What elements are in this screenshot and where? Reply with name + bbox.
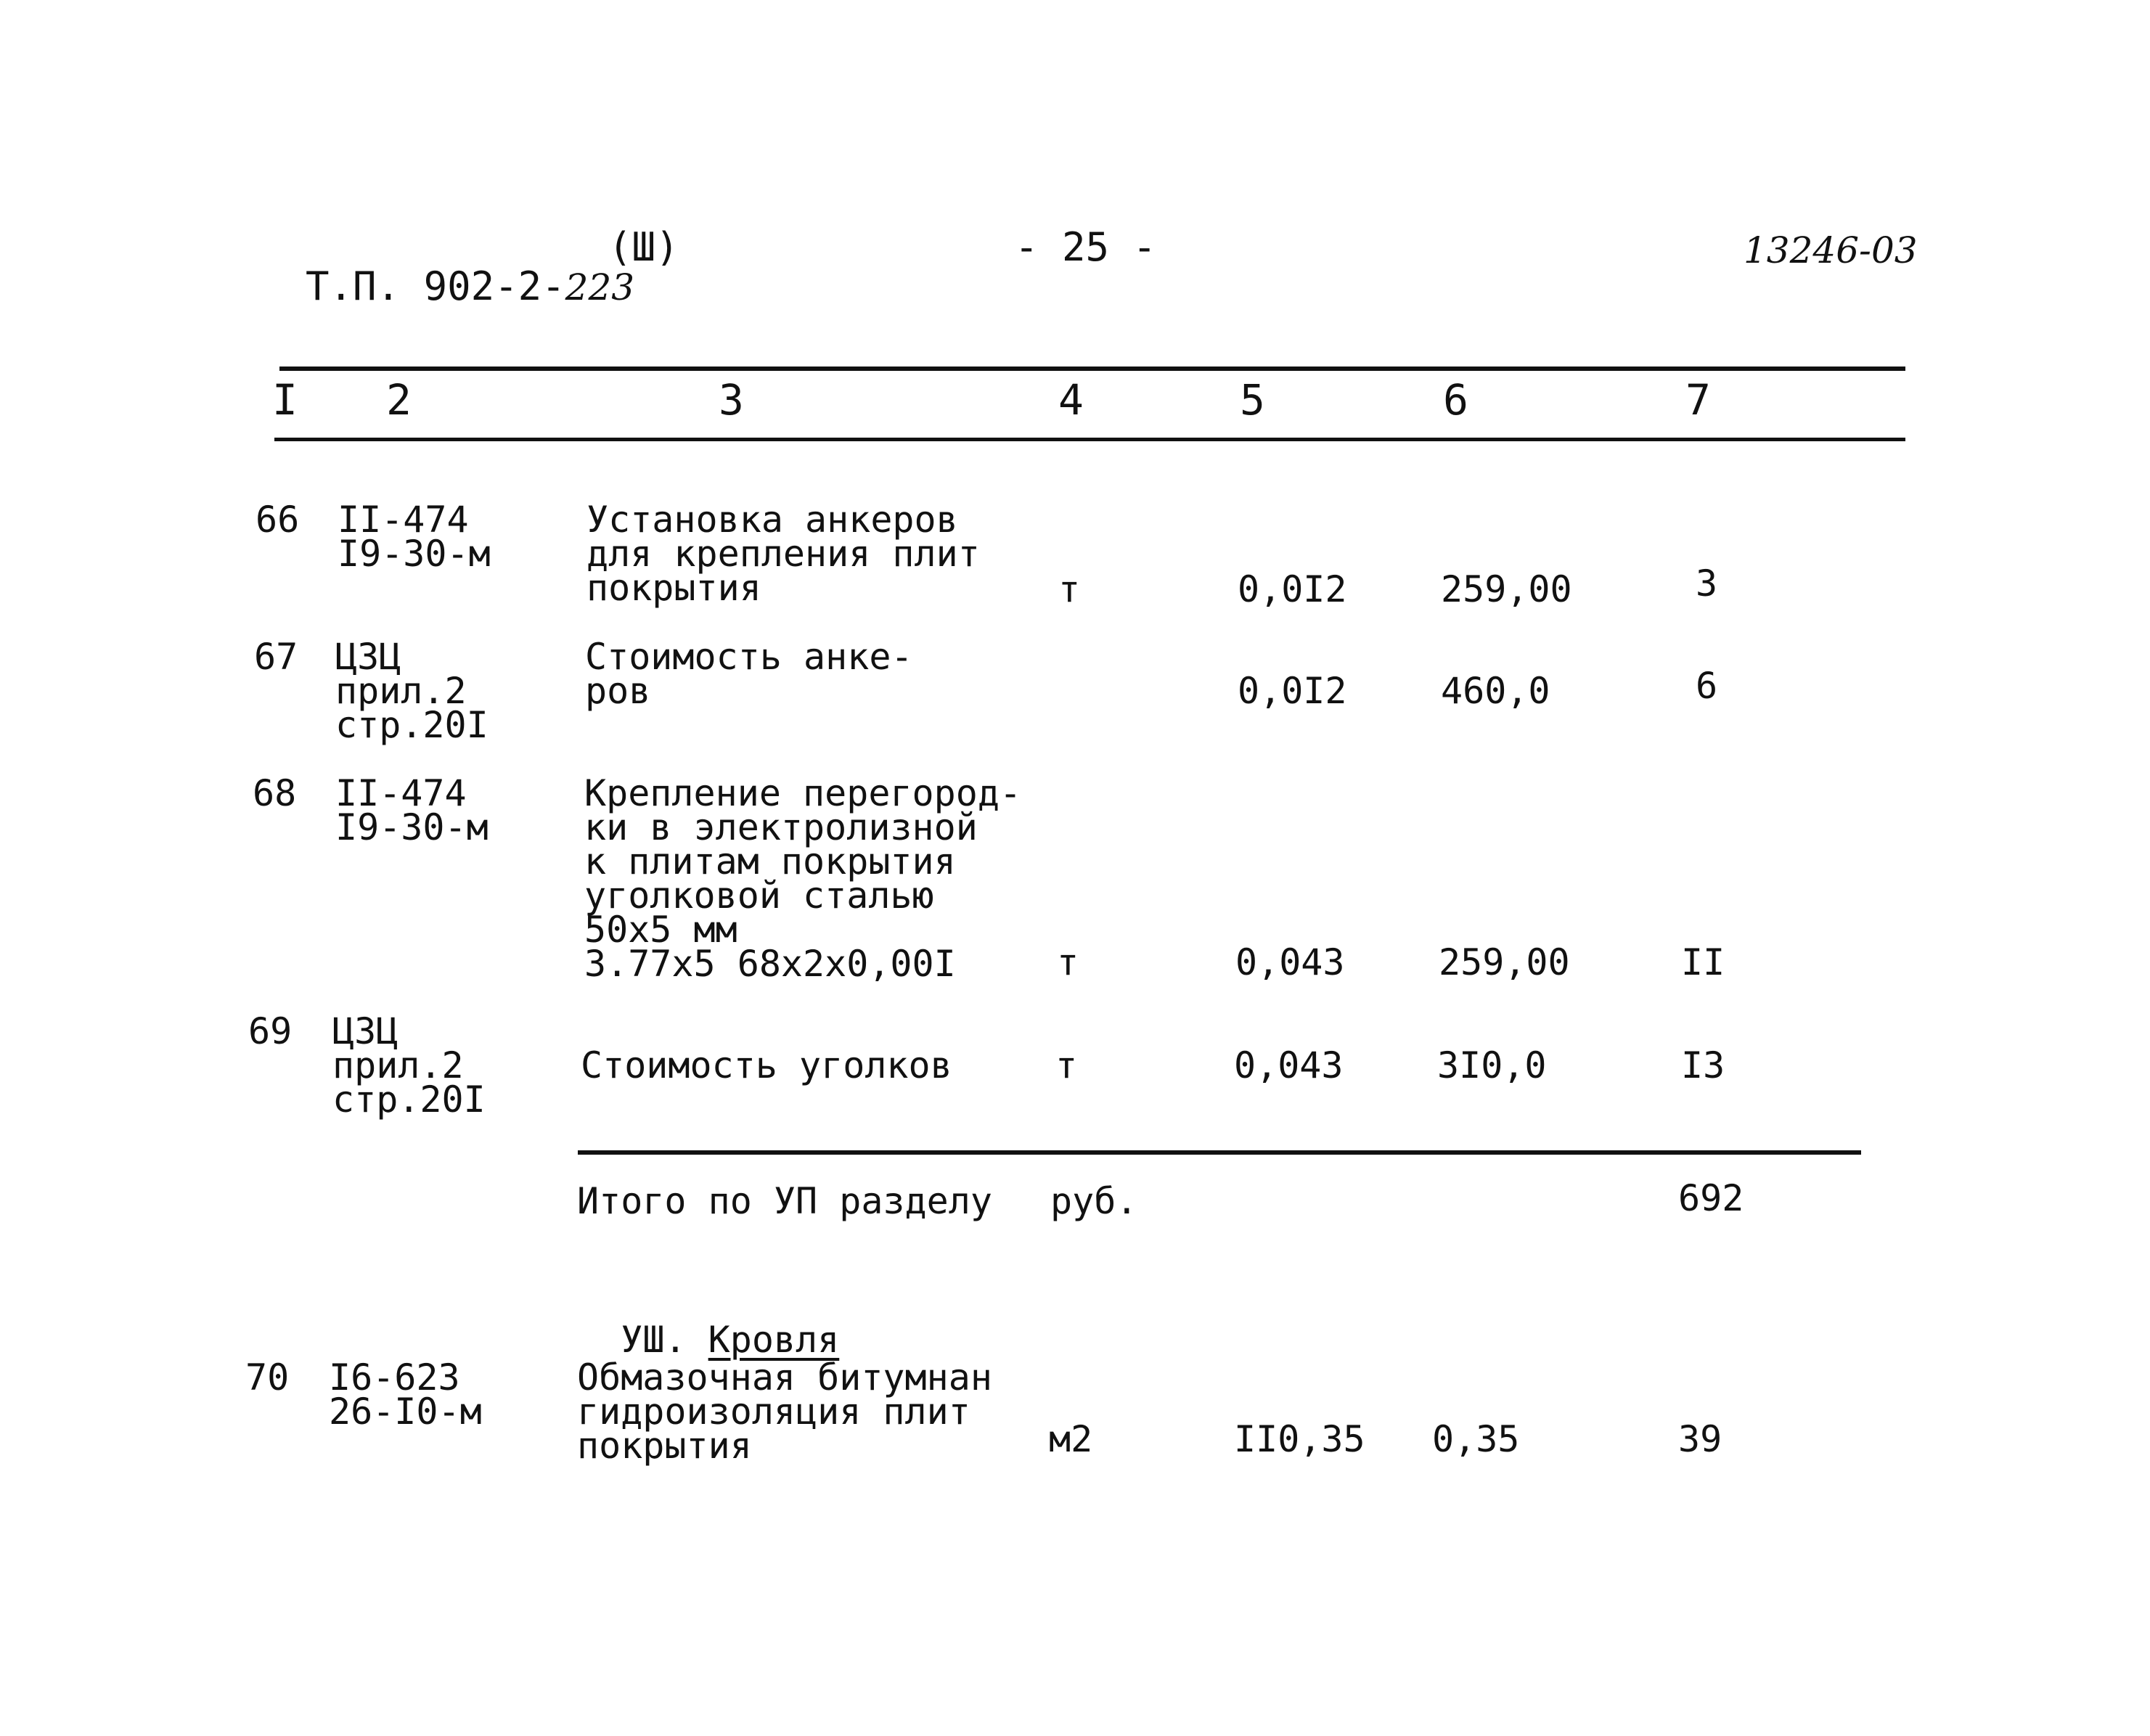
row-66-price: 259,00 [1441,568,1572,610]
row-68-description: Крепление перегород- ки в электролизной к плитам покрытия уголковой сталью 50х5 мм 3.77х5 68х2х0,00I [584,772,1022,985]
column-number-7: 7 [1685,375,1711,425]
row-70-unit: м2 [1049,1418,1093,1460]
column-number-2: 2 [386,375,412,425]
row-70-total: 39 [1678,1418,1722,1460]
row-69-quantity: 0,043 [1234,1044,1344,1086]
row-68-number: 68 [253,772,297,814]
section-number: УШ. [621,1319,687,1361]
column-number-4: 4 [1058,375,1084,425]
project-reference-handwritten: 223 [565,266,635,308]
row-69-number: 69 [248,1010,293,1052]
subtotal-unit: руб. [1050,1180,1138,1222]
row-66-total: 3 [1696,562,1718,605]
row-69-unit: т [1055,1044,1078,1086]
project-reference-prefix: Т.П. 902-2- [306,263,565,309]
table-header-bottom-rule [274,438,1905,441]
column-number-6: 6 [1443,375,1468,425]
column-number-1: I [272,375,298,425]
row-67-price: 460,0 [1441,670,1550,712]
section-title: Кровля [708,1319,840,1361]
subtotal-label: Итого по УП разделу [577,1180,992,1222]
row-68-total: II [1681,941,1725,983]
row-66-unit: т [1058,568,1081,610]
project-part: (Ш) [608,224,679,270]
row-70-description: Обмазочная битумнан гидроизоляция плит покрытия [577,1356,992,1467]
row-67-quantity: 0,0I2 [1238,670,1347,712]
project-reference [258,228,634,307]
row-66-code: II-474 I9-30-м [338,499,491,575]
row-70-quantity: II0,35 [1234,1418,1365,1460]
row-67-total: 6 [1696,665,1718,707]
row-68-quantity: 0,043 [1235,941,1345,983]
row-69-total: I3 [1681,1044,1725,1086]
row-68-price: 259,00 [1439,941,1570,983]
row-69-code: ЦЗЦ прил.2 стр.20I [332,1010,486,1121]
row-70-number: 70 [245,1356,290,1399]
row-70-code: I6-623 26-I0-м [329,1356,482,1433]
row-70-price: 0,35 [1432,1418,1520,1460]
archive-number: 13246-03 [1744,229,1918,271]
row-67-number: 67 [254,636,298,678]
page-number: - 25 - [1015,224,1157,270]
subtotal-rule [578,1150,1861,1155]
row-68-code: II-474 I9-30-м [335,772,489,848]
row-67-code: ЦЗЦ прил.2 стр.20I [335,636,489,746]
section-heading [577,1289,840,1361]
row-69-price: 3I0,0 [1437,1044,1547,1086]
row-68-unit: т [1057,941,1079,983]
row-66-description: Установка анкеров для крепления плит покрытия [586,499,980,609]
row-66-number: 66 [256,499,300,541]
column-number-3: 3 [719,375,744,425]
column-number-5: 5 [1240,375,1265,425]
table-top-rule [279,367,1905,371]
subtotal-total: 692 [1678,1177,1744,1219]
row-67-description: Стоимость анке- ров [585,636,913,712]
row-69-description: Стоимость уголков [581,1044,952,1086]
row-66-quantity: 0,0I2 [1238,568,1347,610]
